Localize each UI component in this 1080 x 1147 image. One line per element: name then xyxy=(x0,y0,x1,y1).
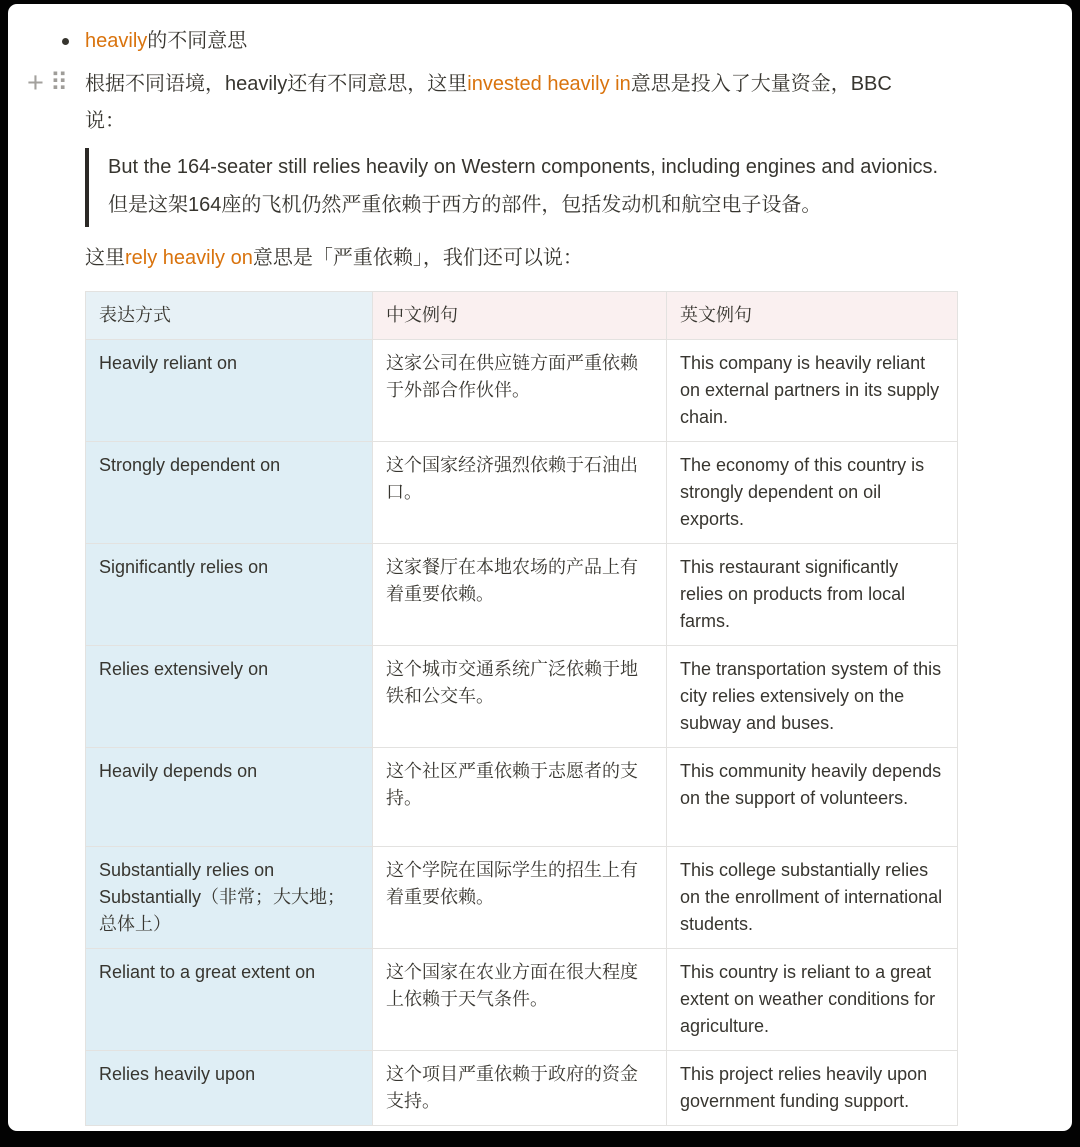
table-row xyxy=(86,646,958,748)
content-column xyxy=(27,4,957,1126)
quote-english-text: But the 164-seater still relies heavily on Western components, including engines and avionics. xyxy=(108,156,939,178)
cell-expression[interactable]: Significantly relies on xyxy=(86,544,373,646)
table-row xyxy=(86,340,958,442)
quote-chinese-text: 但是这架164座的飞机仍然严重依赖于西方的部件，包括发动机和航空电子设备。 xyxy=(108,194,822,216)
intro-text-line2: 说： xyxy=(85,110,125,132)
bullet-text: 的不同意思 xyxy=(147,30,248,52)
document-page xyxy=(8,4,1072,1131)
cell-english[interactable]: This company is heavily reliant on external partners in its supply chain. xyxy=(667,340,958,442)
intro-paragraph[interactable] xyxy=(27,66,957,140)
bullet-icon xyxy=(62,38,69,45)
cell-expression[interactable]: Heavily reliant on xyxy=(86,340,373,442)
explain-text-after: 意思是「严重依赖」，我们还可以说： xyxy=(252,247,583,269)
header-cell-english[interactable]: 英文例句 xyxy=(667,292,958,340)
table-row xyxy=(86,748,958,847)
table-row xyxy=(86,1051,958,1126)
explain-text-before: 这里 xyxy=(85,247,125,269)
bullet-highlight-text: heavily xyxy=(85,30,148,52)
header-cell-chinese[interactable]: 中文例句 xyxy=(373,292,667,340)
cell-expression[interactable]: Relies extensively on xyxy=(86,646,373,748)
explain-highlight-text: rely heavily on xyxy=(125,247,253,269)
cell-english[interactable]: This restaurant significantly relies on products from local farms. xyxy=(667,544,958,646)
cell-chinese[interactable]: 这个学院在国际学生的招生上有着重要依赖。 xyxy=(373,847,667,949)
cell-expression[interactable]: Strongly dependent on xyxy=(86,442,373,544)
cell-chinese[interactable]: 这个社区严重依赖于志愿者的支持。 xyxy=(373,748,667,847)
expressions-table xyxy=(85,291,958,1126)
table-row xyxy=(86,847,958,949)
table-header-row xyxy=(86,292,958,340)
cell-expression[interactable]: Reliant to a great extent on xyxy=(86,949,373,1051)
cell-english[interactable]: This community heavily depends on the support of volunteers. xyxy=(667,748,958,847)
cell-expression[interactable]: Relies heavily upon xyxy=(86,1051,373,1126)
table-row xyxy=(86,544,958,646)
table-row xyxy=(86,949,958,1051)
cell-expression[interactable]: Heavily depends on xyxy=(86,748,373,847)
cell-english[interactable]: The transportation system of this city relies extensively on the subway and buses. xyxy=(667,646,958,748)
intro-text-after: 意思是投入了大量资金，BBC xyxy=(630,73,892,95)
bullet-list-item[interactable] xyxy=(85,26,957,56)
cell-chinese[interactable]: 这家餐厅在本地农场的产品上有着重要依赖。 xyxy=(373,544,667,646)
plus-icon[interactable]: + xyxy=(27,67,44,99)
block-gutter xyxy=(27,69,68,97)
cell-english[interactable]: This country is reliant to a great extent on weather conditions for agriculture. xyxy=(667,949,958,1051)
cell-expression[interactable]: Substantially relies on Substantially（非常；大大地；总体上） xyxy=(86,847,373,949)
quote-block[interactable] xyxy=(85,148,957,227)
table-row xyxy=(86,442,958,544)
cell-english[interactable]: This college substantially relies on the enrollment of international students. xyxy=(667,847,958,949)
header-cell-expression[interactable]: 表达方式 xyxy=(86,292,373,340)
cell-chinese[interactable]: 这家公司在供应链方面严重依赖于外部合作伙伴。 xyxy=(373,340,667,442)
cell-chinese[interactable]: 这个国家经济强烈依赖于石油出口。 xyxy=(373,442,667,544)
cell-chinese[interactable]: 这个项目严重依赖于政府的资金支持。 xyxy=(373,1051,667,1126)
cell-chinese[interactable]: 这个城市交通系统广泛依赖于地铁和公交车。 xyxy=(373,646,667,748)
intro-highlight-text: invested heavily in xyxy=(467,73,631,95)
drag-handle-icon[interactable]: ⠿ xyxy=(49,68,69,97)
cell-english[interactable]: The economy of this country is strongly dependent on oil exports. xyxy=(667,442,958,544)
cell-english[interactable]: This project relies heavily upon government funding support. xyxy=(667,1051,958,1126)
cell-chinese[interactable]: 这个国家在农业方面在很大程度上依赖于天气条件。 xyxy=(373,949,667,1051)
explain-paragraph[interactable] xyxy=(85,243,957,273)
intro-text-before: 根据不同语境，heavily还有不同意思，这里 xyxy=(85,73,468,95)
